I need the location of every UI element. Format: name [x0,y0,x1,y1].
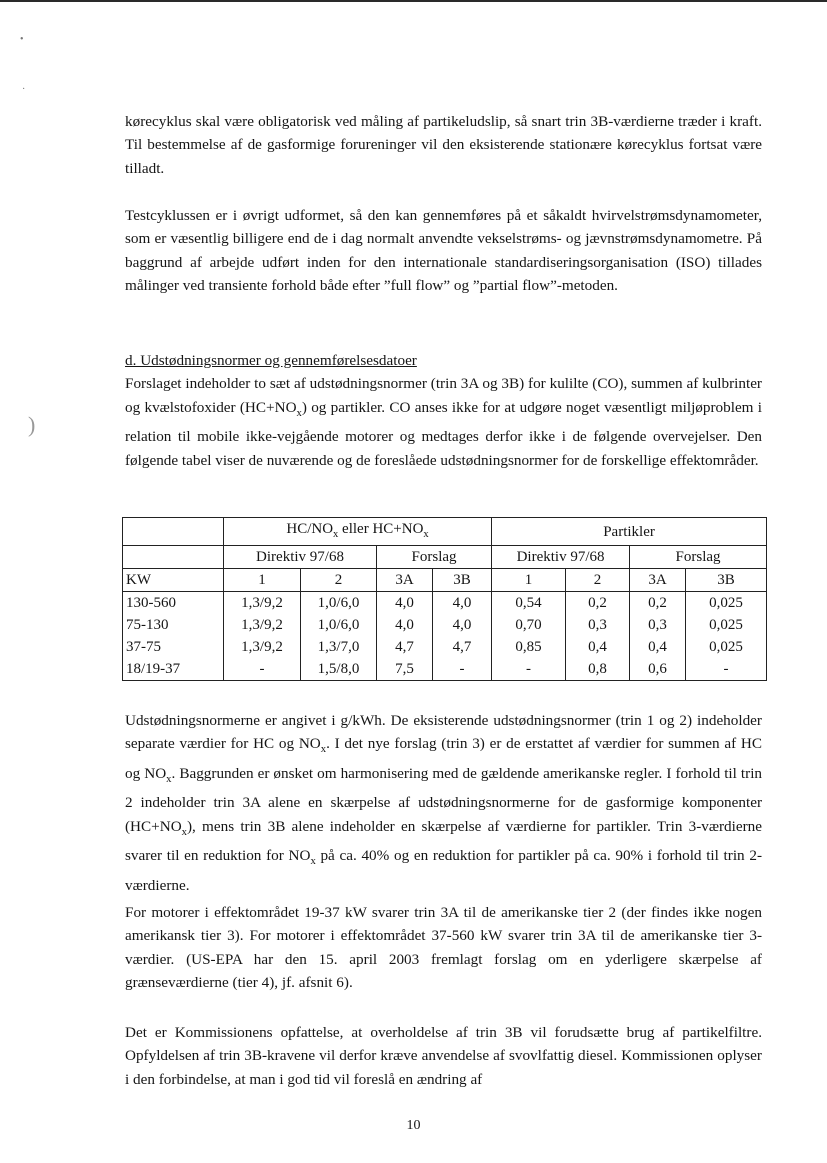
header-direktiv: Direktiv 97/68 [224,546,377,569]
table-row: 18/19-37 - 1,5/8,0 7,5 - - 0,8 0,6 - [123,658,767,681]
col-header: 1 [224,569,301,592]
table-row: 130-560 1,3/9,2 1,0/6,0 4,0 4,0 0,54 0,2 0,2 0,025 [123,592,767,615]
paragraph-4: Udstødningsnormerne er angivet i g/kWh. De eksisterende udstødningsnormer (trin 1 og 2) indeholder separate værdier for HC og $NO_x$. I det nye forslag (trin 3) er de erstattet af værdier for summen af HC og $NO_x$. Baggrunden er ønsket om harmonisering med de gældende amerikanske regler. I forhold til trin 2 indeholder trin 3A alene en skærpelse af udstødningsnormerne for de gasformige komponenter $(HC+NO_x)$, mens trin 3B alene indeholder en skærpelse af værdierne for partikler. Trin 3-værdierne svarer til en reduktion for $NO_x$ på ca. 40% og en reduktion for partikler på ca. 90% i forhold til trin 2-værdierne. [125,712,763,894]
section-heading: d. Udstødningsnormer og gennemførelsesdatoer [125,352,417,369]
paragraph-6: Det er Kommissionens opfattelse, at overholdelse af trin 3B vil forudsætte brug af partikelfiltre. Opfyldelsen af trin 3B-kravene vil derfor kræve anvendelse af svovlfattig diesel. Kommissionen oplyser i den forbindelse, at man i god tid vil foreslå en ændring af [125,1024,762,1088]
margin-dot: • [20,34,24,45]
top-rule [0,0,827,2]
emission-standards-table [122,517,767,681]
col-header: 3B [686,569,767,592]
header-forslag: Forslag [630,546,767,569]
section-d [125,349,762,472]
page-number: 10 [406,1118,421,1133]
kw-label: KW [123,569,224,592]
col-header: 3A [630,569,686,592]
paragraph-1: kørecyklus skal være obligatorisk ved måling af partikeludslip, så snart trin 3B-værdierne træder i kraft. Til bestemmelse af de gasformige forureninger vil den eksisterende stationære kørecyklus fortsat være tilladt. [125,113,762,177]
hole-punch-mark: ) [28,412,36,437]
col-header: 2 [566,569,630,592]
header-forslag: Forslag [377,546,492,569]
paragraph-5: For motorer i effektområdet 19-37 kW svarer trin 3A til de amerikanske tier 2 (der findes ikke nogen amerikansk tier 3). For motorer i effektområdet 37-560 kW svarer trin 3A til de amerikanske tier 3-værdier. (US-EPA har den 15. april 2003 fremlagt forslag om en yderligere skærpelse af grænseværdierne (tier 4), jf. afsnit 6). [125,904,762,992]
paragraph-3: Forslaget indeholder to sæt af udstødningsnormer (trin 3A og 3B) for kulilte (CO), summen af kulbrinter og kvælstofoxider $(HC+NO_x)$ og partikler. CO anses ikke for at udgøre noget væsentligt miljøproblem i relation til mobile ikke-vejgående motorer og medtages derfor ikke i de følgende overvejelser. Den følgende tabel viser de nuværende og de foreslåede udstødningsnormer for de forskellige effektområder. [125,375,763,469]
header-partikler: Partikler [492,518,767,546]
header-hc-nox: $HC/NO_x$ eller $HC+NO_x$ [224,518,492,546]
table-row: 75-130 1,3/9,2 1,0/6,0 4,0 4,0 0,70 0,3 0,3 0,025 [123,614,767,636]
margin-dot: · [22,84,26,95]
col-header: 3A [377,569,433,592]
col-header: 2 [301,569,377,592]
table-row: 37-75 1,3/9,2 1,3/7,0 4,7 4,7 0,85 0,4 0,4 0,025 [123,636,767,658]
header-direktiv: Direktiv 97/68 [492,546,630,569]
col-header: 1 [492,569,566,592]
paragraph-2: Testcyklussen er i øvrigt udformet, så den kan gennemføres på et såkaldt hvirvelstrømsdynamometer, som er væsentlig billigere end de i dag normalt anvendte vekselstrøms- og jævnstrømsdynamometre. På baggrund af arbejde udført inden for den internationale standardiseringsorganisation (ISO) tillades målinger ved transiente forhold både efter ”full flow” og ”partial flow”-metoden. [125,207,762,295]
col-header: 3B [433,569,492,592]
